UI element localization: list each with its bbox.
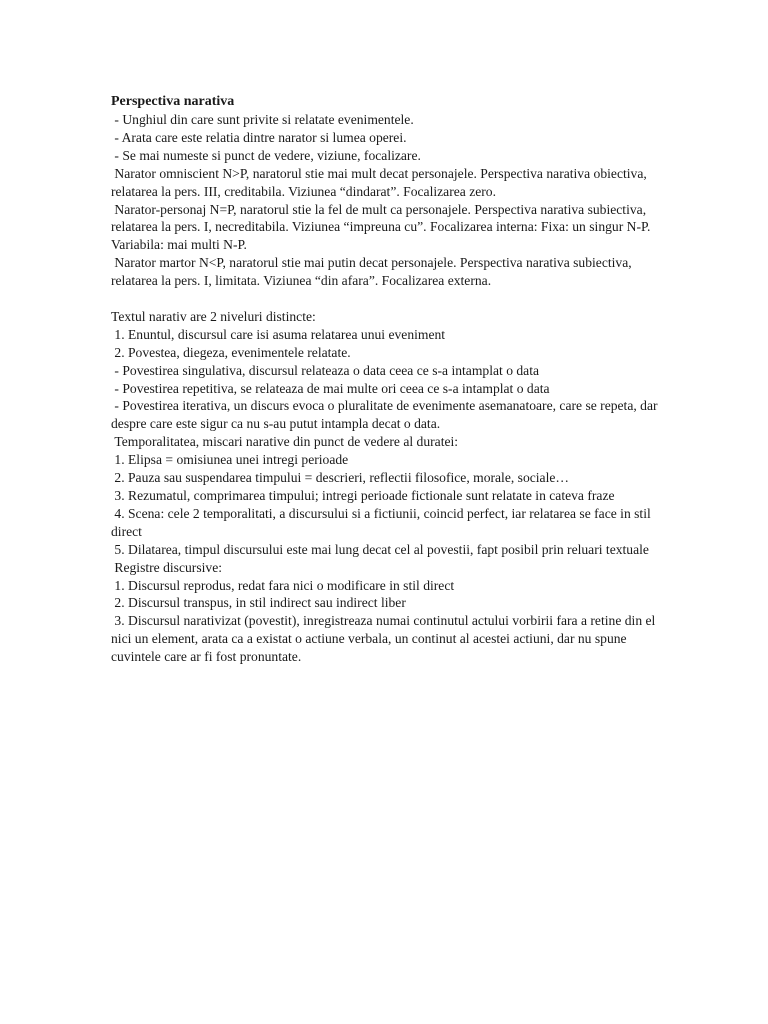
text-line: - Se mai numeste si punct de vedere, viziune, focalizare. <box>111 147 421 163</box>
list-item: 4. Scena: cele 2 temporalitati, a discursului si a fictiunii, coincid perfect, iar relatarea se face in stil direct <box>111 505 655 539</box>
list-item: 1. Enuntul, discursul care isi asuma relatarea unui eveniment <box>111 326 446 342</box>
list-item: 3. Discursul narativizat (povestit), inregistreaza numai continutul actului vorbirii fara a retine din el nici un element, arata ca a existat o actiune verbala, un continut al acestei actiuni, dar nu spune cuvintele care ar fi fost pronuntate. <box>111 613 659 665</box>
document-page <box>111 93 671 666</box>
list-item: - Povestirea iterativa, un discurs evoca o pluralitate de evenimente asemanatoare, care se repeta, dar despre care este sigur ca nu s-au putut intampla decat o data. <box>111 398 661 432</box>
text-paragraph: Narator martor N<P, naratorul stie mai putin decat personajele. Perspectiva narativa subiectiva, relatarea la pers. I, limitata. Viziunea “din afara”. Focalizarea externa. <box>111 255 636 289</box>
list-item: 2. Povestea, diegeza, evenimentele relatate. <box>111 344 351 360</box>
list-item: 1. Elipsa = omisiunea unei intregi perioade <box>111 452 349 468</box>
text-line: - Unghiul din care sunt privite si relatate evenimentele. <box>111 112 414 127</box>
section-heading: Textul narativ are 2 niveluri distincte: <box>111 308 316 324</box>
text-line: - Arata care este relatia dintre narator si lumea operei. <box>111 129 407 145</box>
list-item: 2. Pauza sau suspendarea timpului = descrieri, reflectii filosofice, morale, sociale… <box>111 470 569 486</box>
list-item: 1. Discursul reprodus, redat fara nici o modificare in stil direct <box>111 577 455 593</box>
list-item: - Povestirea singulativa, discursul relateaza o data ceea ce s-a intamplat o data <box>111 362 540 378</box>
list-item: 3. Rezumatul, comprimarea timpului; intregi perioade fictionale sunt relatate in cateva fraze <box>111 488 615 504</box>
section-heading: Registre discursive: <box>111 559 223 575</box>
paragraph-gap <box>111 290 671 308</box>
document-title: Perspectiva narativa <box>111 94 235 109</box>
list-item: - Povestirea repetitiva, se relateaza de mai multe ori ceea ce s-a intamplat o data <box>111 380 550 396</box>
text-paragraph: Narator-personaj N=P, naratorul stie la fel de mult ca personajele. Perspectiva narativa subiectiva, relatarea la pers. I, necreditabila. Viziunea “impreuna cu”. Focalizarea interna: Fixa: un singur N-P. Variabila: mai multi N-P. <box>111 201 654 253</box>
text-paragraph: Narator omniscient N>P, naratorul stie mai mult decat personajele. Perspectiva narativa obiectiva, relatarea la pers. III, creditabila. Viziunea “dindarat”. Focalizarea zero. <box>111 165 651 199</box>
list-item: 5. Dilatarea, timpul discursului este mai lung decat cel al povestii, fapt posibil prin reluari textuale <box>111 541 649 557</box>
section-heading: Temporalitatea, miscari narative din punct de vedere al duratei: <box>111 434 459 450</box>
list-item: 2. Discursul transpus, in stil indirect sau indirect liber <box>111 595 406 611</box>
